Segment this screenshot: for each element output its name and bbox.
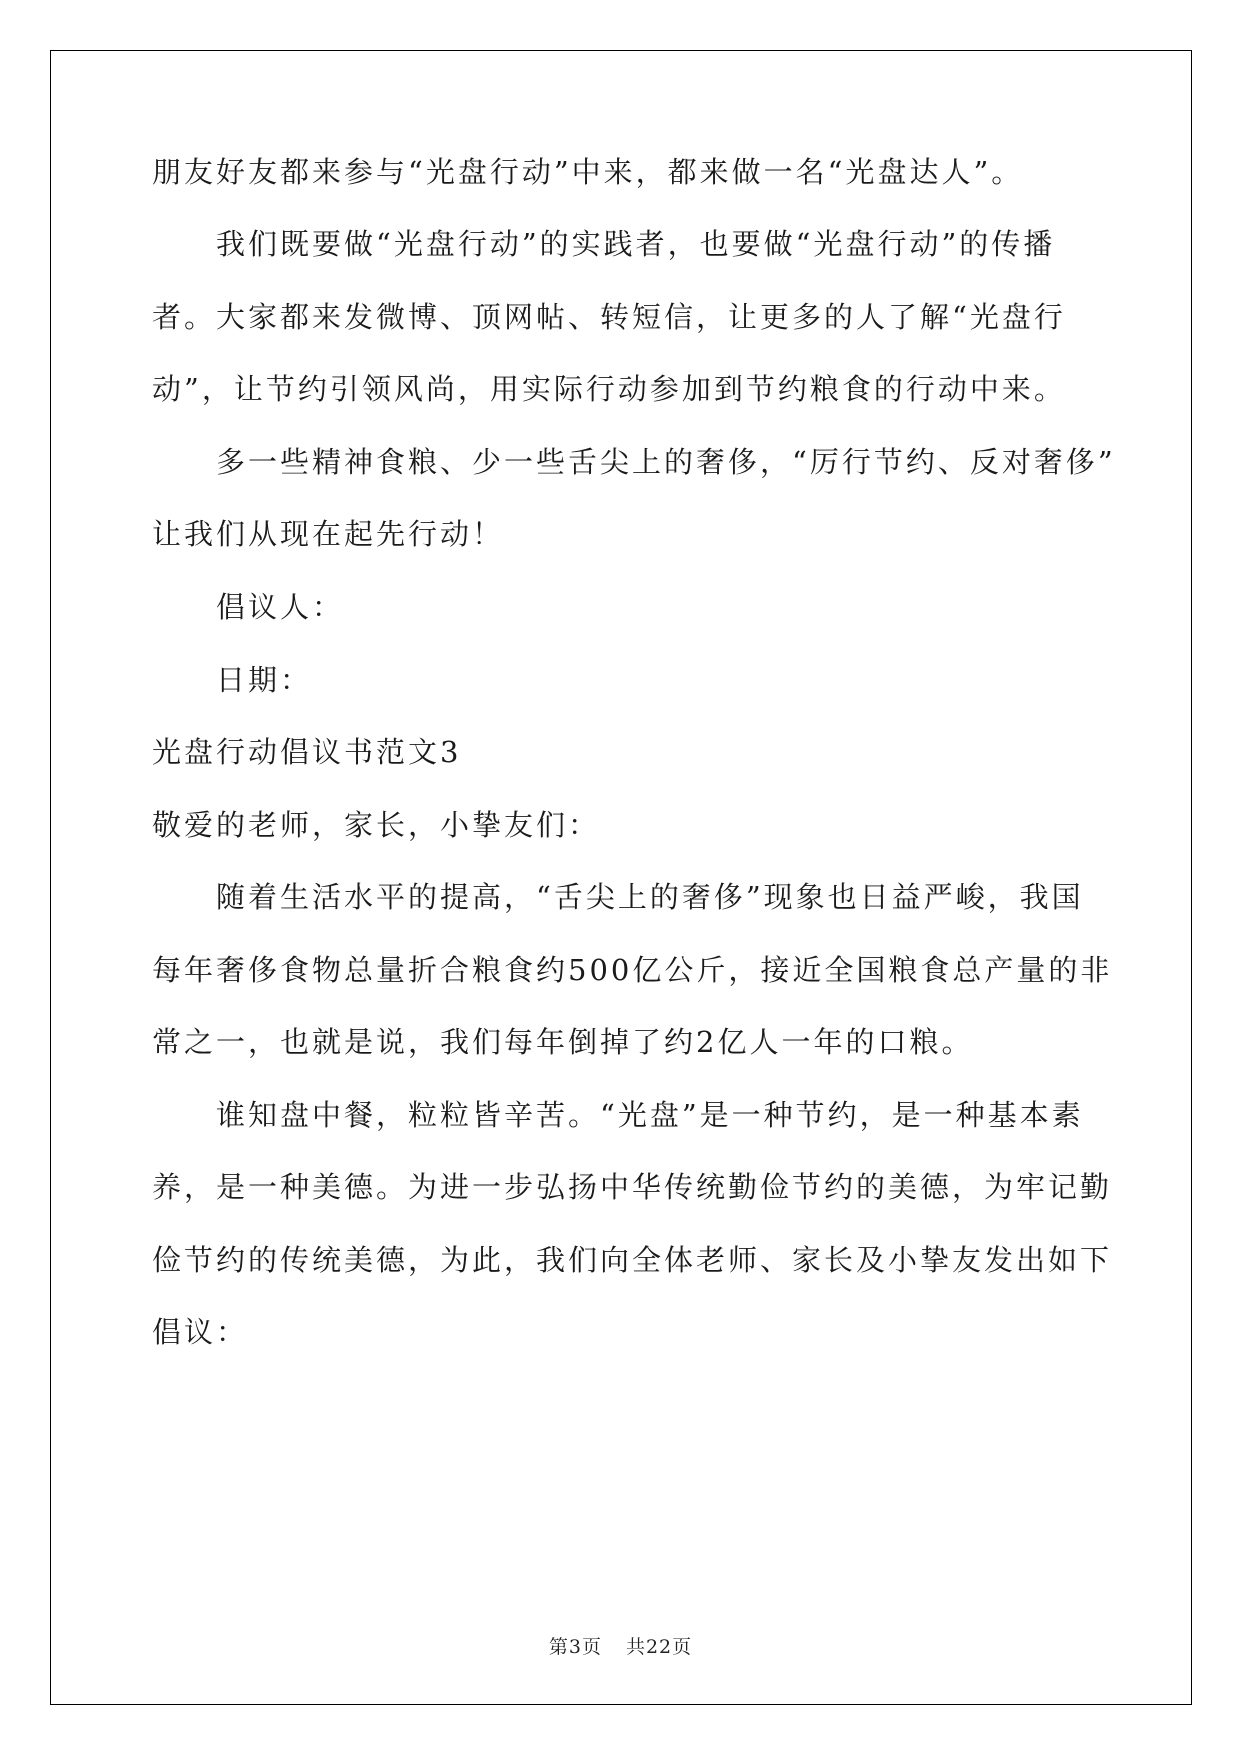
body-text-line: 养，是一种美德。为进一步弘扬中华传统勤俭节约的美德，为牢记勤 xyxy=(152,1170,1113,1204)
body-text-line: 俭节约的传统美德，为此，我们向全体老师、家长及小挚友发出如下 xyxy=(152,1243,1113,1277)
salutation: 敬爱的老师，家长，小挚友们： xyxy=(152,808,601,842)
body-text-line: 常之一，也就是说，我们每年倒掉了约2亿人一年的口粮。 xyxy=(152,1025,974,1059)
page-footer xyxy=(0,1632,1241,1659)
body-text-line: 朋友好友都来参与“光盘行动”中来，都来做一名“光盘达人”。 xyxy=(152,155,1024,189)
body-text-line: 者。大家都来发微博、顶网帖、转短信，让更多的人了解“光盘行 xyxy=(152,300,1066,334)
body-text-line: 每年奢侈食物总量折合粮食约500亿公斤，接近全国粮食总产量的非 xyxy=(152,953,1113,987)
body-text-line: 倡议： xyxy=(152,1315,249,1349)
page-number: 第3页 xyxy=(548,1636,602,1658)
body-text-line: 我们既要做“光盘行动”的实践者，也要做“光盘行动”的传播 xyxy=(216,227,1056,261)
body-text-line: 让我们从现在起先行动！ xyxy=(152,517,505,551)
signatory-label: 倡议人： xyxy=(216,590,345,624)
date-label: 日期： xyxy=(216,663,313,697)
body-text-line: 多一些精神食粮、少一些舌尖上的奢侈，“厉行节约、反对奢侈” xyxy=(216,445,1116,479)
body-text-line: 随着生活水平的提高，“舌尖上的奢侈”现象也日益严峻，我国 xyxy=(216,880,1084,914)
body-text-line: 谁知盘中餐，粒粒皆辛苦。“光盘”是一种节约，是一种基本素 xyxy=(216,1098,1084,1132)
page-total: 共22页 xyxy=(625,1636,693,1658)
body-text-line: 动”，让节约引领风尚，用实际行动参加到节约粮食的行动中来。 xyxy=(152,372,1066,406)
section-heading: 光盘行动倡议书范文3 xyxy=(152,735,462,769)
